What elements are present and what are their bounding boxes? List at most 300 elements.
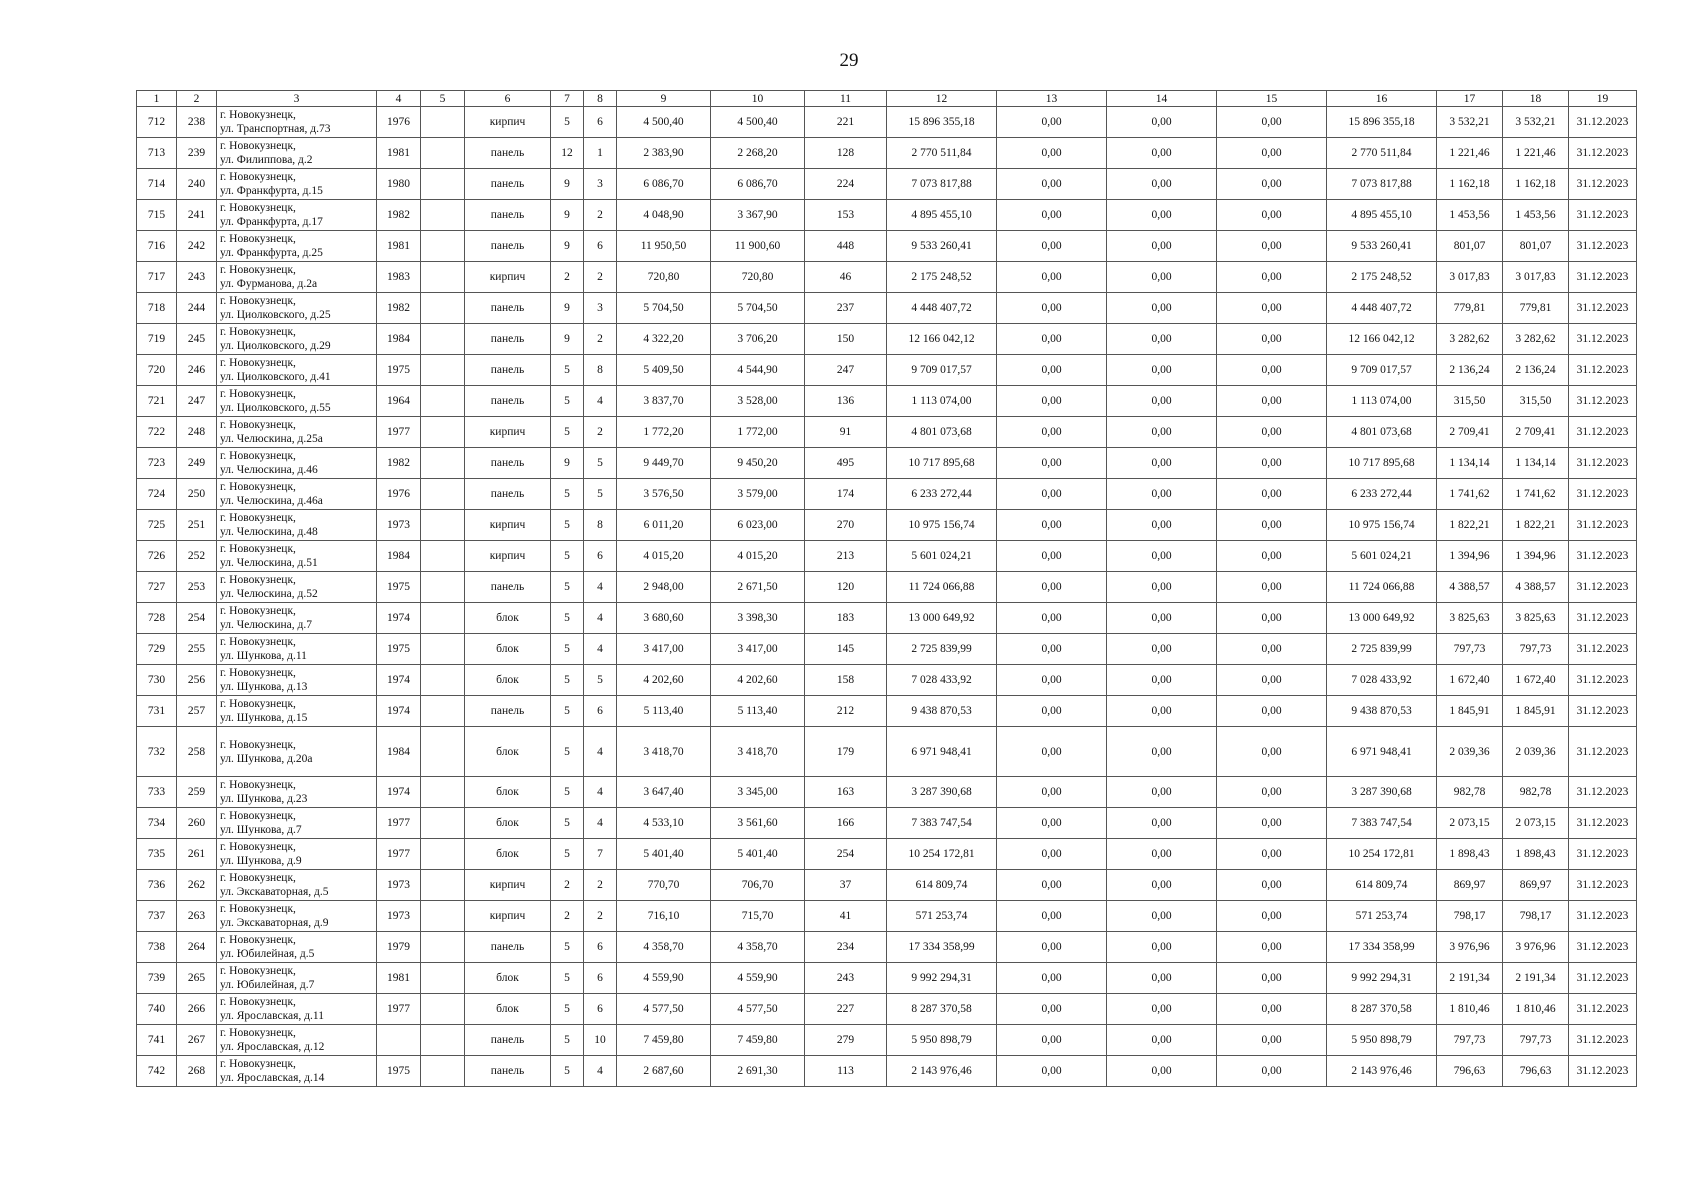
cell-col-5	[421, 603, 465, 634]
cell-col-11: 37	[805, 870, 887, 901]
cell-col-9: 720,80	[617, 262, 711, 293]
col-header: 8	[584, 91, 617, 107]
cell-col-18: 797,73	[1503, 1025, 1569, 1056]
cell-col-14: 0,00	[1107, 963, 1217, 994]
cell-col-14: 0,00	[1107, 1056, 1217, 1087]
cell-col-19: 31.12.2023	[1569, 324, 1637, 355]
address-street: ул. Фурманова, д.2а	[220, 278, 318, 290]
cell-col-11: 150	[805, 324, 887, 355]
cell-col-6: кирпич	[465, 870, 551, 901]
cell-col-16: 9 992 294,31	[1327, 963, 1437, 994]
cell-col-7: 2	[551, 901, 584, 932]
cell-col-12: 9 438 870,53	[887, 696, 997, 727]
cell-col-2: 256	[177, 665, 217, 696]
cell-col-19: 31.12.2023	[1569, 231, 1637, 262]
cell-col-5	[421, 138, 465, 169]
cell-col-15: 0,00	[1217, 727, 1327, 777]
cell-col-8: 10	[584, 1025, 617, 1056]
address-city: г. Новокузнецк,	[220, 810, 296, 822]
cell-col-2: 261	[177, 839, 217, 870]
cell-col-17: 3 017,83	[1437, 262, 1503, 293]
cell-col-14: 0,00	[1107, 901, 1217, 932]
cell-col-18: 1 898,43	[1503, 839, 1569, 870]
cell-col-18: 3 976,96	[1503, 932, 1569, 963]
cell-col-15: 0,00	[1217, 808, 1327, 839]
cell-col-4: 1981	[377, 231, 421, 262]
cell-col-1: 730	[137, 665, 177, 696]
cell-col-17: 1 845,91	[1437, 696, 1503, 727]
cell-col-6: панель	[465, 231, 551, 262]
cell-col-10: 3 417,00	[711, 634, 805, 665]
col-header: 16	[1327, 91, 1437, 107]
cell-col-8: 6	[584, 963, 617, 994]
address-city: г. Новокузнецк,	[220, 109, 296, 121]
cell-col-8: 2	[584, 870, 617, 901]
cell-col-11: 234	[805, 932, 887, 963]
cell-col-15: 0,00	[1217, 355, 1327, 386]
cell-col-12: 614 809,74	[887, 870, 997, 901]
address-city: г. Новокузнецк,	[220, 779, 296, 791]
cell-col-7: 5	[551, 808, 584, 839]
cell-col-19: 31.12.2023	[1569, 386, 1637, 417]
cell-col-1: 714	[137, 169, 177, 200]
cell-col-19: 31.12.2023	[1569, 1056, 1637, 1087]
table-row	[137, 994, 1637, 1025]
cell-col-4: 1976	[377, 479, 421, 510]
cell-col-16: 10 254 172,81	[1327, 839, 1437, 870]
cell-col-8: 2	[584, 901, 617, 932]
cell-col-13: 0,00	[997, 572, 1107, 603]
table-row	[137, 541, 1637, 572]
cell-col-15: 0,00	[1217, 541, 1327, 572]
cell-col-7: 9	[551, 200, 584, 231]
cell-col-8: 4	[584, 777, 617, 808]
cell-col-11: 46	[805, 262, 887, 293]
cell-col-18: 796,63	[1503, 1056, 1569, 1087]
cell-col-12: 4 801 073,68	[887, 417, 997, 448]
cell-col-15: 0,00	[1217, 634, 1327, 665]
cell-col-15: 0,00	[1217, 603, 1327, 634]
cell-col-4: 1975	[377, 572, 421, 603]
cell-col-11: 254	[805, 839, 887, 870]
cell-col-5	[421, 839, 465, 870]
cell-col-19: 31.12.2023	[1569, 479, 1637, 510]
cell-col-4: 1974	[377, 777, 421, 808]
cell-col-9: 2 383,90	[617, 138, 711, 169]
cell-col-13: 0,00	[997, 386, 1107, 417]
cell-col-8: 2	[584, 417, 617, 448]
address-city: г. Новокузнецк,	[220, 326, 296, 338]
cell-col-1: 724	[137, 479, 177, 510]
cell-col-19: 31.12.2023	[1569, 808, 1637, 839]
cell-col-4: 1982	[377, 293, 421, 324]
cell-col-7: 5	[551, 1056, 584, 1087]
cell-col-12: 17 334 358,99	[887, 932, 997, 963]
cell-col-19: 31.12.2023	[1569, 541, 1637, 572]
housing-register-table	[136, 90, 1637, 1087]
cell-col-13: 0,00	[997, 200, 1107, 231]
address-street: ул. Шункова, д.23	[220, 793, 308, 805]
cell-col-11: 128	[805, 138, 887, 169]
cell-col-15: 0,00	[1217, 665, 1327, 696]
cell-col-5	[421, 386, 465, 417]
cell-col-19: 31.12.2023	[1569, 448, 1637, 479]
cell-col-18: 1 810,46	[1503, 994, 1569, 1025]
table-row	[137, 727, 1637, 777]
cell-col-10: 6 023,00	[711, 510, 805, 541]
address-city: г. Новокузнецк,	[220, 841, 296, 853]
cell-col-9: 5 704,50	[617, 293, 711, 324]
cell-col-15: 0,00	[1217, 870, 1327, 901]
cell-col-10: 720,80	[711, 262, 805, 293]
cell-col-10: 4 577,50	[711, 994, 805, 1025]
cell-col-6: кирпич	[465, 510, 551, 541]
cell-col-19: 31.12.2023	[1569, 1025, 1637, 1056]
cell-col-2: 244	[177, 293, 217, 324]
cell-col-7: 9	[551, 448, 584, 479]
cell-col-12: 4 448 407,72	[887, 293, 997, 324]
cell-col-9: 3 680,60	[617, 603, 711, 634]
cell-col-8: 6	[584, 231, 617, 262]
cell-col-14: 0,00	[1107, 200, 1217, 231]
cell-col-4: 1973	[377, 901, 421, 932]
cell-col-7: 5	[551, 417, 584, 448]
table-row	[137, 386, 1637, 417]
cell-col-13: 0,00	[997, 777, 1107, 808]
address-street: ул. Челюскина, д.48	[220, 526, 318, 538]
cell-col-2: 252	[177, 541, 217, 572]
cell-col-11: 495	[805, 448, 887, 479]
cell-col-9: 1 772,20	[617, 417, 711, 448]
address-city: г. Новокузнецк,	[220, 295, 296, 307]
cell-col-17: 1 898,43	[1437, 839, 1503, 870]
address-street: ул. Ярославская, д.14	[220, 1072, 325, 1084]
cell-col-1: 719	[137, 324, 177, 355]
address-city: г. Новокузнецк,	[220, 738, 296, 751]
cell-col-8: 4	[584, 634, 617, 665]
cell-col-6: блок	[465, 839, 551, 870]
cell-col-8: 6	[584, 541, 617, 572]
cell-col-17: 2 039,36	[1437, 727, 1503, 777]
cell-col-14: 0,00	[1107, 932, 1217, 963]
cell-col-1: 712	[137, 107, 177, 138]
cell-col-7: 5	[551, 479, 584, 510]
cell-col-6: блок	[465, 963, 551, 994]
cell-col-17: 3 532,21	[1437, 107, 1503, 138]
cell-col-14: 0,00	[1107, 994, 1217, 1025]
cell-col-15: 0,00	[1217, 386, 1327, 417]
cell-col-2: 259	[177, 777, 217, 808]
cell-col-16: 5 950 898,79	[1327, 1025, 1437, 1056]
cell-col-11: 153	[805, 200, 887, 231]
address-city: г. Новокузнецк,	[220, 233, 296, 245]
cell-col-9: 4 533,10	[617, 808, 711, 839]
cell-col-11: 158	[805, 665, 887, 696]
cell-col-6: панель	[465, 138, 551, 169]
cell-col-4: 1977	[377, 839, 421, 870]
cell-col-4: 1974	[377, 603, 421, 634]
cell-col-4: 1982	[377, 200, 421, 231]
table-row	[137, 479, 1637, 510]
cell-col-8: 4	[584, 808, 617, 839]
cell-col-4: 1974	[377, 696, 421, 727]
cell-col-8: 4	[584, 1056, 617, 1087]
cell-col-7: 12	[551, 138, 584, 169]
cell-col-8: 8	[584, 355, 617, 386]
cell-col-17: 801,07	[1437, 231, 1503, 262]
cell-col-5	[421, 541, 465, 572]
cell-col-9: 3 647,40	[617, 777, 711, 808]
cell-col-2: 247	[177, 386, 217, 417]
cell-col-16: 1 113 074,00	[1327, 386, 1437, 417]
cell-col-11: 174	[805, 479, 887, 510]
cell-col-10: 2 671,50	[711, 572, 805, 603]
cell-col-2: 241	[177, 200, 217, 231]
cell-col-12: 7 383 747,54	[887, 808, 997, 839]
cell-col-6: блок	[465, 727, 551, 777]
cell-col-9: 5 401,40	[617, 839, 711, 870]
cell-col-12: 2 175 248,52	[887, 262, 997, 293]
col-header: 11	[805, 91, 887, 107]
cell-col-14: 0,00	[1107, 696, 1217, 727]
cell-col-19: 31.12.2023	[1569, 634, 1637, 665]
cell-col-8: 3	[584, 293, 617, 324]
cell-col-2: 248	[177, 417, 217, 448]
cell-col-18: 3 282,62	[1503, 324, 1569, 355]
cell-col-11: 120	[805, 572, 887, 603]
cell-col-1: 732	[137, 727, 177, 777]
cell-col-14: 0,00	[1107, 572, 1217, 603]
cell-col-16: 9 533 260,41	[1327, 231, 1437, 262]
cell-col-15: 0,00	[1217, 138, 1327, 169]
cell-col-1: 742	[137, 1056, 177, 1087]
cell-col-13: 0,00	[997, 603, 1107, 634]
cell-col-4: 1977	[377, 994, 421, 1025]
cell-col-19: 31.12.2023	[1569, 417, 1637, 448]
cell-col-18: 1 453,56	[1503, 200, 1569, 231]
cell-col-1: 736	[137, 870, 177, 901]
address-street: ул. Циолковского, д.29	[220, 340, 331, 352]
cell-col-1: 713	[137, 138, 177, 169]
cell-col-6: панель	[465, 1025, 551, 1056]
cell-col-12: 7 073 817,88	[887, 169, 997, 200]
cell-col-9: 5 113,40	[617, 696, 711, 727]
cell-col-7: 5	[551, 107, 584, 138]
col-header: 9	[617, 91, 711, 107]
cell-col-12: 7 028 433,92	[887, 665, 997, 696]
cell-col-18: 3 825,63	[1503, 603, 1569, 634]
cell-col-6: блок	[465, 634, 551, 665]
address-cell	[217, 200, 377, 231]
cell-col-19: 31.12.2023	[1569, 665, 1637, 696]
cell-col-16: 6 971 948,41	[1327, 727, 1437, 777]
cell-col-7: 9	[551, 169, 584, 200]
cell-col-1: 720	[137, 355, 177, 386]
address-cell	[217, 932, 377, 963]
cell-col-19: 31.12.2023	[1569, 107, 1637, 138]
address-street: ул. Шункова, д.9	[220, 855, 302, 867]
address-cell	[217, 1056, 377, 1087]
cell-col-16: 3 287 390,68	[1327, 777, 1437, 808]
cell-col-16: 2 143 976,46	[1327, 1056, 1437, 1087]
cell-col-15: 0,00	[1217, 572, 1327, 603]
address-city: г. Новокузнецк,	[220, 903, 296, 915]
cell-col-6: панель	[465, 386, 551, 417]
address-cell	[217, 603, 377, 634]
col-header: 6	[465, 91, 551, 107]
address-city: г. Новокузнецк,	[220, 996, 296, 1008]
cell-col-10: 4 015,20	[711, 541, 805, 572]
address-cell	[217, 901, 377, 932]
cell-col-17: 315,50	[1437, 386, 1503, 417]
col-header: 19	[1569, 91, 1637, 107]
cell-col-2: 242	[177, 231, 217, 262]
cell-col-5	[421, 808, 465, 839]
cell-col-7: 5	[551, 727, 584, 777]
cell-col-4: 1982	[377, 448, 421, 479]
address-street: ул. Экскаваторная, д.9	[220, 917, 329, 929]
col-header: 7	[551, 91, 584, 107]
cell-col-14: 0,00	[1107, 448, 1217, 479]
table-row	[137, 870, 1637, 901]
cell-col-2: 267	[177, 1025, 217, 1056]
cell-col-5	[421, 777, 465, 808]
cell-col-15: 0,00	[1217, 107, 1327, 138]
cell-col-18: 4 388,57	[1503, 572, 1569, 603]
cell-col-7: 9	[551, 293, 584, 324]
cell-col-15: 0,00	[1217, 901, 1327, 932]
cell-col-10: 3 706,20	[711, 324, 805, 355]
cell-col-19: 31.12.2023	[1569, 994, 1637, 1025]
cell-col-11: 224	[805, 169, 887, 200]
cell-col-17: 1 162,18	[1437, 169, 1503, 200]
address-city: г. Новокузнецк,	[220, 264, 296, 276]
address-city: г. Новокузнецк,	[220, 698, 296, 710]
cell-col-14: 0,00	[1107, 665, 1217, 696]
cell-col-6: блок	[465, 994, 551, 1025]
cell-col-18: 1 741,62	[1503, 479, 1569, 510]
cell-col-18: 801,07	[1503, 231, 1569, 262]
table-row	[137, 777, 1637, 808]
cell-col-9: 4 202,60	[617, 665, 711, 696]
cell-col-14: 0,00	[1107, 355, 1217, 386]
cell-col-13: 0,00	[997, 448, 1107, 479]
cell-col-6: кирпич	[465, 417, 551, 448]
cell-col-19: 31.12.2023	[1569, 138, 1637, 169]
address-street: ул. Шункова, д.20а	[220, 752, 313, 765]
cell-col-6: блок	[465, 665, 551, 696]
cell-col-7: 5	[551, 634, 584, 665]
cell-col-2: 251	[177, 510, 217, 541]
cell-col-6: блок	[465, 603, 551, 634]
cell-col-12: 6 971 948,41	[887, 727, 997, 777]
cell-col-18: 982,78	[1503, 777, 1569, 808]
cell-col-6: панель	[465, 479, 551, 510]
col-header: 3	[217, 91, 377, 107]
cell-col-12: 5 950 898,79	[887, 1025, 997, 1056]
cell-col-8: 7	[584, 839, 617, 870]
cell-col-13: 0,00	[997, 1025, 1107, 1056]
cell-col-5	[421, 200, 465, 231]
cell-col-7: 5	[551, 839, 584, 870]
cell-col-7: 5	[551, 963, 584, 994]
cell-col-7: 5	[551, 932, 584, 963]
cell-col-14: 0,00	[1107, 839, 1217, 870]
table-row	[137, 1025, 1637, 1056]
address-cell	[217, 479, 377, 510]
address-cell	[217, 696, 377, 727]
cell-col-1: 739	[137, 963, 177, 994]
table-row	[137, 665, 1637, 696]
cell-col-12: 9 992 294,31	[887, 963, 997, 994]
cell-col-2: 260	[177, 808, 217, 839]
cell-col-11: 227	[805, 994, 887, 1025]
table-row	[137, 963, 1637, 994]
cell-col-13: 0,00	[997, 262, 1107, 293]
cell-col-17: 4 388,57	[1437, 572, 1503, 603]
cell-col-16: 7 383 747,54	[1327, 808, 1437, 839]
cell-col-6: кирпич	[465, 901, 551, 932]
col-header: 18	[1503, 91, 1569, 107]
cell-col-13: 0,00	[997, 138, 1107, 169]
cell-col-11: 145	[805, 634, 887, 665]
cell-col-18: 2 191,34	[1503, 963, 1569, 994]
cell-col-9: 6 011,20	[617, 510, 711, 541]
cell-col-7: 9	[551, 231, 584, 262]
cell-col-6: панель	[465, 293, 551, 324]
cell-col-13: 0,00	[997, 932, 1107, 963]
cell-col-6: кирпич	[465, 262, 551, 293]
address-cell	[217, 665, 377, 696]
cell-col-10: 3 528,00	[711, 386, 805, 417]
cell-col-9: 4 358,70	[617, 932, 711, 963]
address-cell	[217, 138, 377, 169]
cell-col-19: 31.12.2023	[1569, 355, 1637, 386]
table-row	[137, 572, 1637, 603]
cell-col-12: 13 000 649,92	[887, 603, 997, 634]
cell-col-1: 725	[137, 510, 177, 541]
cell-col-2: 253	[177, 572, 217, 603]
address-city: г. Новокузнецк,	[220, 357, 296, 369]
table-row	[137, 138, 1637, 169]
cell-col-14: 0,00	[1107, 808, 1217, 839]
cell-col-13: 0,00	[997, 510, 1107, 541]
cell-col-14: 0,00	[1107, 107, 1217, 138]
address-city: г. Новокузнецк,	[220, 512, 296, 524]
cell-col-18: 869,97	[1503, 870, 1569, 901]
table-row	[137, 324, 1637, 355]
cell-col-10: 4 544,90	[711, 355, 805, 386]
address-street: ул. Франкфурта, д.15	[220, 185, 323, 197]
cell-col-16: 4 448 407,72	[1327, 293, 1437, 324]
cell-col-5	[421, 665, 465, 696]
address-city: г. Новокузнецк,	[220, 481, 296, 493]
cell-col-6: панель	[465, 324, 551, 355]
cell-col-4: 1979	[377, 932, 421, 963]
cell-col-13: 0,00	[997, 479, 1107, 510]
address-cell	[217, 777, 377, 808]
cell-col-16: 7 028 433,92	[1327, 665, 1437, 696]
cell-col-18: 779,81	[1503, 293, 1569, 324]
cell-col-1: 738	[137, 932, 177, 963]
cell-col-18: 1 134,14	[1503, 448, 1569, 479]
cell-col-2: 243	[177, 262, 217, 293]
cell-col-9: 770,70	[617, 870, 711, 901]
address-street: ул. Юбилейная, д.7	[220, 979, 315, 991]
cell-col-1: 741	[137, 1025, 177, 1056]
cell-col-1: 737	[137, 901, 177, 932]
cell-col-5	[421, 231, 465, 262]
